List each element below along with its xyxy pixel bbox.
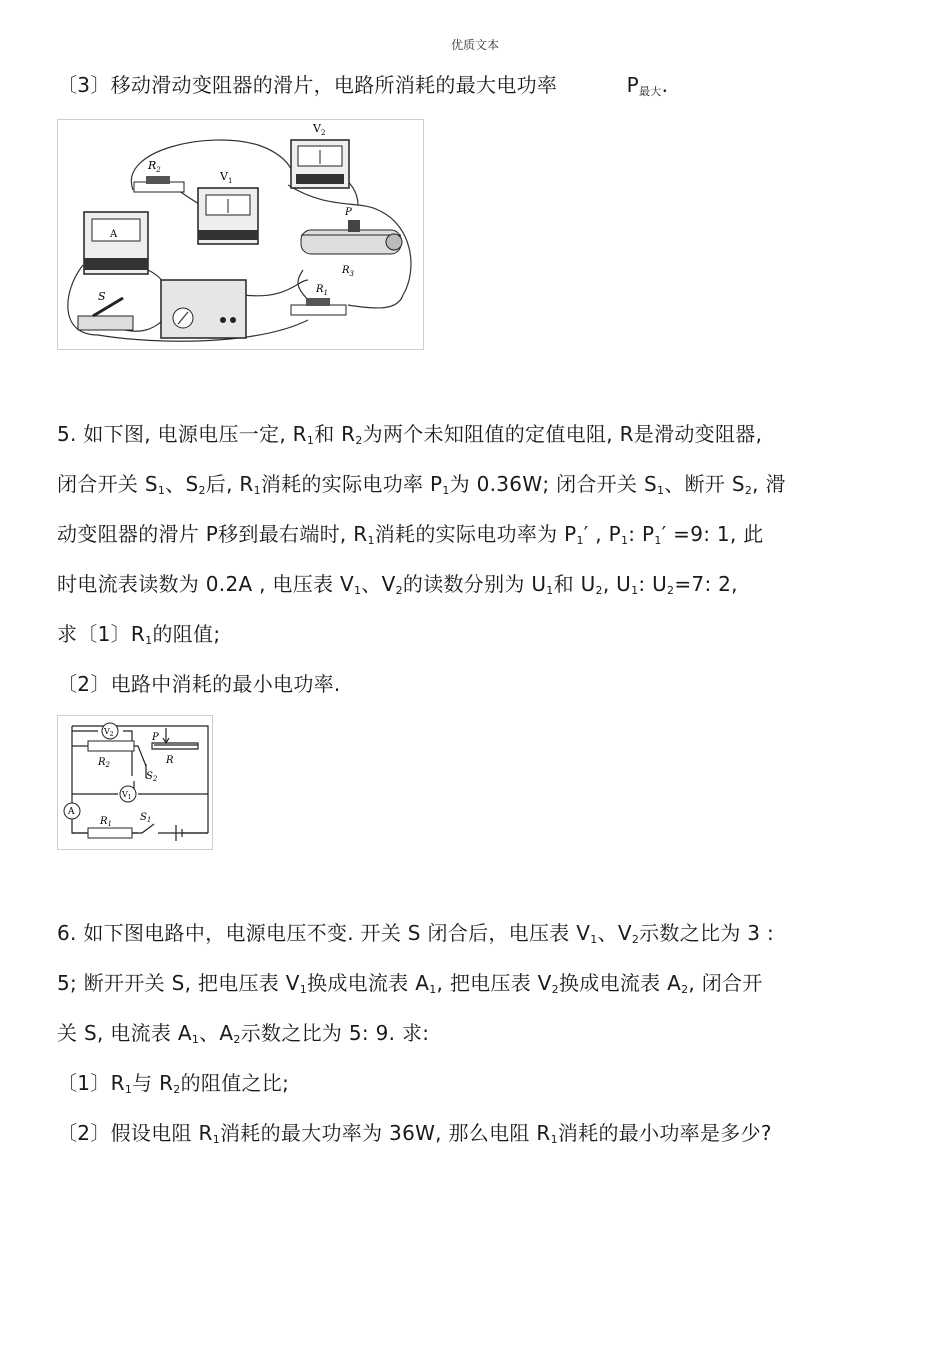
q5-l2-s9: 1: [656, 484, 665, 497]
fig2-s2-label: S: [146, 771, 153, 782]
q5-l3-s7: 1: [654, 534, 662, 547]
rheostat-r3-block: [301, 207, 402, 278]
q6-l1-s3: 2: [631, 933, 640, 946]
q6-l1-t4: 示数之比为 3 :: [639, 921, 775, 945]
q5-line-6: [57, 671, 341, 697]
q5-l3-t6: : P: [628, 522, 655, 546]
q5-line-1: [57, 421, 762, 454]
q5-l2-t10: 、断开 S: [664, 472, 745, 496]
q5-l2-t0: 闭合开关 S: [57, 472, 158, 496]
fig2-r1-sub: 1: [107, 820, 112, 828]
fig1-v2-sub: 2: [320, 129, 326, 137]
fig1-r3-label: R: [342, 265, 350, 276]
q6-l1-s1: 1: [590, 933, 598, 946]
q5-l5-s1: 1: [145, 634, 153, 647]
q6-l4-s3: 2: [173, 1083, 181, 1096]
q5-l2-t12: , 滑: [752, 472, 786, 496]
q5-l1-t2: 和 R: [314, 422, 356, 446]
q6-l4-t2: 与 R: [132, 1071, 174, 1095]
q6-l2-t0: 5; 断开开关 S, 把电压表 V: [57, 971, 300, 995]
q5-line-3: [57, 521, 764, 554]
q5-l4-t6: 和 U: [553, 572, 596, 596]
circuit-figure: [57, 715, 213, 850]
q5-l6-t0: 〔2〕电路中消耗的最小电功率.: [57, 672, 341, 696]
q5-l5-t0: 求〔1〕R: [57, 622, 146, 646]
q6-l3-t4: 示数之比为 5: 9. 求:: [240, 1021, 430, 1045]
q6-l2-t4: , 把电压表 V: [436, 971, 552, 995]
q6-l3-t2: 、A: [199, 1021, 234, 1045]
q6-l2-t6: 换成电流表 A: [558, 971, 682, 995]
q6-l5-s1: 1: [212, 1133, 220, 1146]
q5-l2-s3: 2: [198, 484, 206, 497]
fig1-r2-label: R: [148, 159, 157, 172]
q5-l4-s7: 2: [595, 584, 603, 597]
apparatus-drawing: [58, 120, 423, 349]
q6-l5-t0: 〔2〕假设电阻 R: [57, 1121, 213, 1145]
circuit-drawing: [58, 716, 212, 849]
q6-line-1: [57, 920, 774, 953]
q5-l4-s5: 1: [546, 584, 554, 597]
svg-text:V1: [219, 170, 232, 185]
q6-l2-s5: 2: [551, 983, 559, 996]
svg-text:V2: [312, 122, 325, 137]
svg-text:R2: [97, 757, 111, 769]
q5-l1-s3: 2: [355, 434, 363, 447]
fig1-v2-label: V: [313, 122, 321, 135]
fig2-a-label: A: [68, 807, 75, 817]
fig2-r-label: R: [166, 755, 174, 766]
q6-l3-t0: 关 S, 电流表 A: [57, 1021, 192, 1045]
q5-l4-s9: 1: [631, 584, 639, 597]
q5-l2-s11: 2: [744, 484, 753, 497]
q5-l2-t6: 消耗的实际电功率 P: [260, 472, 443, 496]
fig2-v1-label: V: [122, 790, 128, 799]
svg-text:R1: [315, 284, 328, 297]
q5-line-4: [57, 571, 738, 604]
q6-l3-s1: 1: [191, 1033, 200, 1046]
q6-line-3: [57, 1020, 429, 1053]
q5-l3-t0: 动变阻器的滑片 P移到最右端时, R: [57, 522, 368, 546]
fig2-s1-label: S: [140, 812, 147, 823]
fig2-r2-label: R: [98, 757, 106, 768]
voltmeter-v2-block: [291, 122, 349, 188]
fig2-v1-sub: 1: [127, 794, 132, 801]
q6-l2-s3: 1: [429, 983, 437, 996]
fig1-p-label: P: [345, 207, 352, 218]
fig2-s2-sub: 2: [152, 775, 158, 783]
q6-l5-s3: 1: [550, 1133, 558, 1146]
fig2-s1-sub: 1: [146, 816, 152, 824]
fig1-r3-sub: 3: [349, 270, 354, 278]
fig1-r1-label: R: [316, 284, 324, 295]
fig2-v2-sub: 2: [109, 731, 114, 738]
fig2-v2-label: V: [104, 727, 110, 736]
q4-part3-prefix: 〔3〕移动滑动变阻器的滑片，电路所消耗的最大电功率: [57, 73, 558, 97]
q5-l3-t2: 消耗的实际电功率为 P: [374, 522, 577, 546]
q4-part3-sub: 最大: [638, 85, 662, 98]
fig1-v1-sub: 1: [227, 177, 233, 185]
voltmeter-v1-block: [198, 170, 258, 244]
q5-l4-t8: , U: [602, 572, 632, 596]
fig1-s-label: S: [98, 290, 106, 303]
fig1-v1-label: V: [220, 170, 228, 183]
q5-l4-s11: 2: [667, 584, 675, 597]
q5-l1-s1: 1: [306, 434, 315, 447]
q4-part3-suffix: .: [661, 73, 669, 97]
q5-l1-t0: 5. 如下图, 电源电压一定, R: [57, 422, 307, 446]
svg-text:R1: [99, 816, 112, 828]
q5-l3-s5: 1: [620, 534, 629, 547]
q6-l2-t2: 换成电流表 A: [307, 971, 430, 995]
q6-l2-t8: , 闭合开: [688, 971, 763, 995]
switch-s-block: [78, 290, 133, 330]
q5-l3-s3: 1: [576, 534, 584, 547]
q6-l2-s7: 2: [681, 983, 689, 996]
resistor-r2-block: [134, 159, 184, 192]
q6-l4-t0: 〔1〕R: [57, 1071, 125, 1095]
q5-l3-t8: ′ =9: 1, 此: [661, 522, 764, 546]
fig1-r1-sub: 1: [323, 289, 328, 297]
svg-text:S1: [140, 812, 151, 824]
q5-l4-t2: 、V: [361, 572, 396, 596]
apparatus-figure: [57, 119, 424, 350]
fig1-r2-sub: 2: [156, 166, 161, 174]
q5-l2-s1: 1: [157, 484, 166, 497]
q5-l3-s1: 1: [367, 534, 375, 547]
q5-l2-t4: 后, R: [205, 472, 254, 496]
svg-text:R3: [341, 265, 355, 278]
q6-l4-s1: 1: [124, 1083, 133, 1096]
ammeter-block: [84, 212, 148, 274]
svg-text:S2: [146, 771, 158, 783]
q5-l2-t2: 、S: [165, 472, 199, 496]
q5-line-2: [57, 471, 786, 504]
page-header: 优质文本: [450, 38, 499, 52]
q5-l2-s5: 1: [253, 484, 261, 497]
q5-l4-s1: 1: [353, 584, 362, 597]
q6-l1-t0: 6. 如下图电路中，电源电压不变. 开关 S 闭合后，电压表 V: [57, 921, 591, 945]
q6-line-2: [57, 970, 763, 1003]
q6-l2-s1: 1: [299, 983, 308, 996]
q5-line-5: [57, 621, 220, 654]
q6-l4-t4: 的阻值之比;: [180, 1071, 290, 1095]
fig2-r1-label: R: [100, 816, 108, 827]
q6-l1-t2: 、V: [597, 921, 632, 945]
q5-l4-t12: =7: 2,: [674, 572, 738, 596]
q6-l5-t4: 消耗的最小功率是多少?: [557, 1121, 772, 1145]
power-supply-block: [161, 280, 246, 338]
q5-l4-s3: 2: [395, 584, 403, 597]
q5-l2-s7: 1: [442, 484, 450, 497]
q5-l1-t4: 为两个未知阻值的定值电阻, R是滑动变阻器,: [362, 422, 763, 446]
fig2-r2-sub: 2: [105, 761, 110, 769]
svg-text:R2: [147, 159, 161, 174]
q4-part3-symbol: P: [626, 73, 639, 97]
q5-l5-t2: 的阻值;: [152, 622, 221, 646]
q6-line-5: [57, 1120, 772, 1153]
q5-l2-t8: 为 0.36W; 闭合开关 S: [449, 472, 657, 496]
q6-line-4: [57, 1070, 289, 1103]
fig2-p-label: P: [152, 732, 159, 743]
fig1-ammeter-label: A: [110, 229, 118, 240]
q4-part3-line: [57, 72, 668, 105]
q6-l5-t2: 消耗的最大功率为 36W, 那么电阻 R: [220, 1121, 551, 1145]
q5-l4-t4: 的读数分别为 U: [402, 572, 547, 596]
q5-l4-t0: 时电流表读数为 0.2A , 电压表 V: [57, 572, 354, 596]
q5-l4-t10: : U: [638, 572, 668, 596]
q5-l3-t4: ′ , P: [583, 522, 621, 546]
q6-l3-s3: 2: [233, 1033, 241, 1046]
